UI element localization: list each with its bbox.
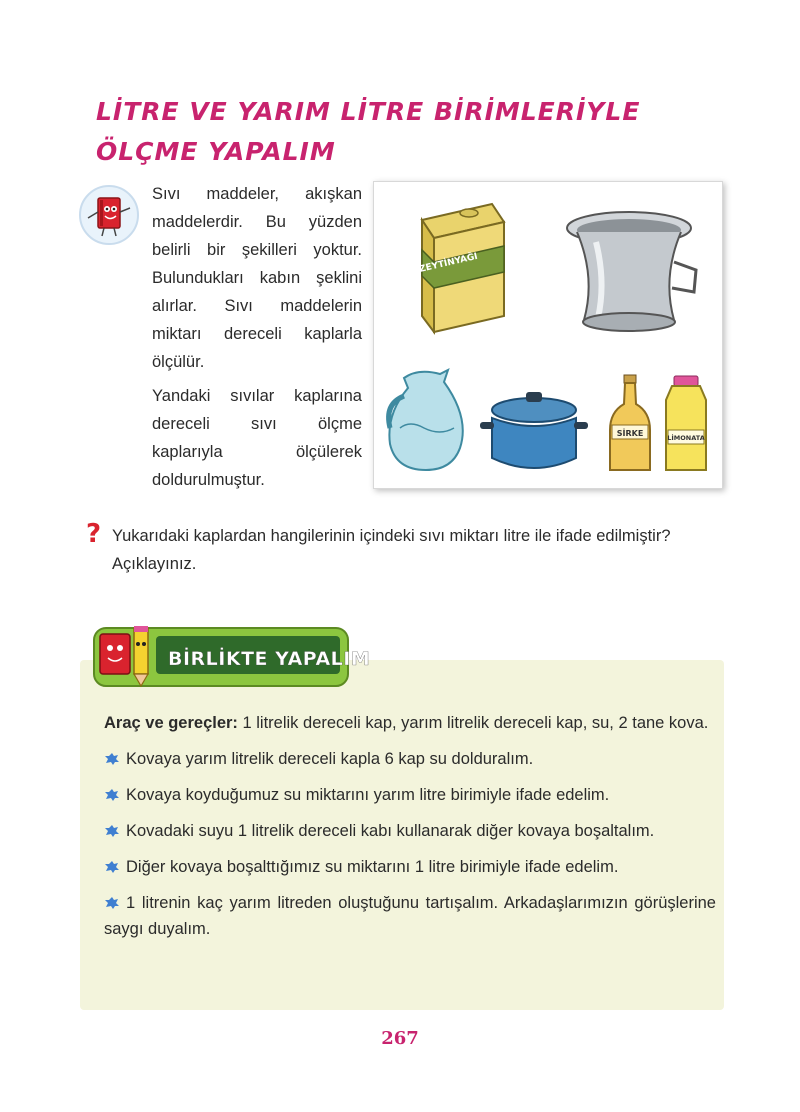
materials-line: [86, 710, 716, 736]
intro-paragraph-1: Sıvı maddeler, akışkan maddelerdir. Bu yüzden belirli bir şekilleri yoktur. Bulundukları kabın şeklini alırlar. Sıvı maddelerin miktarı dereceli kaplarla ölçülür.: [152, 185, 362, 371]
book-mascot-icon: [78, 184, 140, 246]
glass-jug-icon: [389, 370, 463, 470]
page-number: 267: [381, 1028, 419, 1049]
metal-bucket-icon: [567, 212, 696, 331]
activity-step: [86, 854, 716, 880]
lemonade-bottle-icon: [666, 376, 706, 470]
activity-step-text: Diğer kovaya boşalttığımız su miktarını 1 litre birimiyle ifade edelim.: [126, 858, 619, 876]
activity-step-text: Kovadaki suyu 1 litrelik dereceli kabı kullanarak diğer kovaya boşaltalım.: [126, 822, 655, 840]
question-text: Yukarıdaki kaplardan hangilerinin içindeki sıvı miktarı litre ile ifade edilmiştir? Açıklayınız.: [112, 527, 671, 573]
question-block: [86, 519, 726, 578]
splash-bullet-icon: [104, 752, 120, 766]
activity-step-text: 1 litrenin kaç yarım litreden oluştuğunu tartışalım. Arkadaşlarımızın görüşlerine saygı duyalım.: [104, 894, 716, 938]
activity-step-text: Kovaya koyduğumuz su miktarını yarım litre birimiyle ifade edelim.: [126, 786, 610, 804]
activity-step: [86, 746, 716, 772]
question-mark-icon: ?: [86, 519, 102, 549]
activity-step-text: Kovaya yarım litrelik dereceli kapla 6 kap su dolduralım.: [126, 750, 534, 768]
splash-bullet-icon: [104, 788, 120, 802]
pencil-character-icon: [134, 626, 148, 686]
containers-illustration: [373, 181, 723, 489]
book-character-icon: [100, 634, 130, 674]
splash-bullet-icon: [104, 860, 120, 874]
activity-step: [86, 890, 716, 942]
lemonade-label: LİMONATA: [667, 434, 705, 442]
activity-step: [86, 782, 716, 808]
materials-label: Araç ve gereçler:: [104, 714, 238, 732]
oil-can-label: ZEYTİNYAĞI: [418, 251, 479, 275]
intro-text: [152, 180, 362, 500]
activity-body: [86, 710, 716, 952]
page-title: LİTRE VE YARIM LİTRE BİRİMLERİYLE ÖLÇME YAPALIM: [96, 97, 641, 166]
cooking-pot-icon: [480, 392, 588, 468]
olive-oil-can-icon: [418, 204, 504, 332]
splash-bullet-icon: [104, 896, 120, 910]
splash-bullet-icon: [104, 824, 120, 838]
materials-text: 1 litrelik dereceli kap, yarım litrelik dereceli kap, su, 2 tane kova.: [237, 714, 709, 732]
activity-step: [86, 818, 716, 844]
activity-banner-label: BİRLİKTE YAPALIM: [168, 648, 371, 670]
intro-paragraph-2: Yandaki sıvılar kaplarına dereceli sıvı ölçme kaplarıyla ölçülerek doldurulmuştur.: [152, 387, 362, 489]
vinegar-bottle-icon: [610, 375, 650, 470]
vinegar-label: SİRKE: [616, 429, 644, 438]
